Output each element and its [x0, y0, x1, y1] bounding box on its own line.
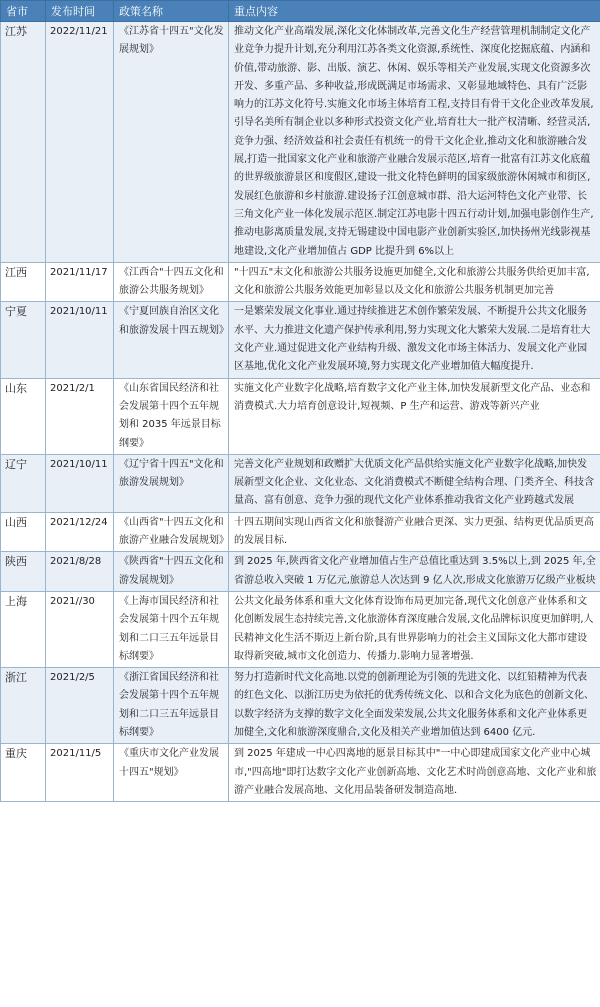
header-row [1, 1, 600, 22]
policy-cell: 《浙江省国民经济和社会发展第十四个五年规划和二口三五年远景目标纲要》 [114, 668, 229, 744]
date-cell: 2021/10/11 [46, 302, 114, 378]
date-cell: 2022/11/21 [46, 22, 114, 263]
content-cell: 十四五期间实现山西省文化和旅餐游产业融合更深、实力更强、结构更优品质更高的发展目标. [229, 512, 600, 552]
policy-cell: 《山东省国民经济和社会发展第十四个五年规划和 2035 年远景目标纲要》 [114, 378, 229, 454]
content-cell: 推动文化产业高端发展,深化文化体制改革,完善文化生产经营管理机制制定文化产业竞争力提升计划,充分利用江苏各类文化资源,系统性、深度化挖掘底蕴、内涵和价值,带动旅游、影、出版、演艺、休闲、娱乐等相关产业发展,实现文化资源多次开发、多重产品、多种收益,形成既满足市场需求、又彰显地域特色、具有广泛影响力的江苏文化符号.实施文化市场主体培育工程,支持目有骨干文化企业改革发展,引导名美所有制企业以多种形式投资文化产业,培育壮大一批产权清晰、经营灵活,竞争力强、经济效益和社会责任有机统一的骨干文化企业,推动文化和旅游融合发展,打造一批国家文化产业和旅游产业融合发展示范区,培育一批富有江苏文化底蕴的世界级旅游景区和度假区,建设一批文化特色鲜明的国家级旅游休闲城市和街区,发展红色旅游和乡村旅游.建设扬子江创意城市群、沿大运河特色文化产业带、长三角文化产业一体化发展示范区.制定江苏电影十四五行动计划,加强电影创作生产,推动电影离质量发展,支持无锡建设中国电影产业创新实验区,加快扬州光线影视基地建设,文化产业增加值占 GDP 比提升到 6%以上 [229, 22, 600, 263]
province-cell: 江苏 [1, 22, 46, 263]
table-row [1, 302, 600, 378]
date-cell: 2021/2/1 [46, 378, 114, 454]
policy-cell: 《重庆市文化产业发展十四五"规划》 [114, 744, 229, 802]
table-row [1, 668, 600, 744]
table-row [1, 454, 600, 512]
table-row [1, 262, 600, 302]
header-policy: 政策名称 [114, 1, 229, 22]
policy-cell: 《江苏省十四五"文化发展规划》 [114, 22, 229, 263]
content-cell: 努力打造新时代文化高地.以党的创新理论为引领的先进文化、以红铅精神为代表的红色文化、以浙江历史为依托的优秀传统文化、以和合文化为底色的创新文化、以数字经济为支撑的数字文化全面发荣发展,公共文化服务体系和文化产业体系更加健全,文化和旅游深度鼎合,文化及相关产业增加值达到 6400 亿元. [229, 668, 600, 744]
policy-cell: 《上海市国民经济和社会发展第十四个五年规划和二口三五年远景目标纲要》 [114, 591, 229, 667]
date-cell: 2021/11/5 [46, 744, 114, 802]
policy-cell: 《江西合"十四五文化和旅游公共服务规划》 [114, 262, 229, 302]
header-province: 省市 [1, 1, 46, 22]
province-cell: 上海 [1, 591, 46, 667]
date-cell: 2021/8/28 [46, 552, 114, 592]
header-content: 重点内容 [229, 1, 600, 22]
date-cell: 2021/2/5 [46, 668, 114, 744]
province-cell: 辽宁 [1, 454, 46, 512]
province-cell: 江西 [1, 262, 46, 302]
province-cell: 陕西 [1, 552, 46, 592]
policy-cell: 《山西省"十四五文化和旅游产业融合发展规划》 [114, 512, 229, 552]
province-cell: 山西 [1, 512, 46, 552]
table-row [1, 378, 600, 454]
date-cell: 2021/10/11 [46, 454, 114, 512]
content-cell: "十四五"末文化和旅游公共服务设施更加健全,文化和旅游公共服务供给更加丰富,文化和旅游公共服务效能更加彰显以及文化和旅游公共服务机制更加完善 [229, 262, 600, 302]
date-cell: 2021//30 [46, 591, 114, 667]
table-row [1, 744, 600, 802]
policy-cell: 《辽宁省十四五"文化和旅游发展规划》 [114, 454, 229, 512]
province-cell: 重庆 [1, 744, 46, 802]
province-cell: 浙江 [1, 668, 46, 744]
date-cell: 2021/11/17 [46, 262, 114, 302]
content-cell: 公共文化最务体系和重大文化体育设饰布局更加完备,现代文化创意产业体系和文化创断发展生态持续完善,文化旅游体育深度融合发展,文化品牌标识度更加鲜明,人民精神文化生活不斯迈上新台阶,具有世界影响力的社会主义国际文化大都市建设取得新突破,城市文化创造力、传播力.影响力显著增强. [229, 591, 600, 667]
policy-cell: 《陕西省"十四五文化和游发展规划》 [114, 552, 229, 592]
content-cell: 完善文化产业规划和政赠扩大优质文化产品供给实施文化产业数字化战略,加快发展新型文化企业、文化业态、文化消费模式不断健全结构合理、门类齐全、科技含量高、富有创意、竞争力强的现代文化产业体系推动我省文化产业跨越式发展 [229, 454, 600, 512]
content-cell: 到 2025 年建成一中心四离地的愿景目标其中"一中心即建成国家文化产业中心城市,"四高地"即打达数字文化产业创新高地、文化艺术时尚创意高地、文化产业和旅游产业融合发展高地、文化用品装备研发制造高地. [229, 744, 600, 802]
policy-cell: 《宁夏回族自治区文化和旅游发展十四五规划》 [114, 302, 229, 378]
table-row [1, 512, 600, 552]
table-row [1, 552, 600, 592]
content-cell: 到 2025 年,陕西省文化产业增加值占生产总值比重达到 3.5%以上,到 2025 年,全省游总收入突破 1 万亿元,旅游总人次达到 9 亿人次,形成文化旅游万亿级产业板块 [229, 552, 600, 592]
table-row [1, 591, 600, 667]
header-date: 发布时间 [46, 1, 114, 22]
content-cell: 实施文化产业数字化战略,培育数字文化产业主体,加快发展新型文化产品、业态和消费模式.大力培育创意设计,短视频、P 生产和运营、游戏等新兴产业 [229, 378, 600, 454]
province-cell: 宁夏 [1, 302, 46, 378]
table-row [1, 22, 600, 263]
content-cell: 一是繁荣发展文化事业.通过持续推进艺术创作繁荣发展、不断提升公共文化服务水平、大力推进文化遗产保护传承利用,努力实现文化大繁荣大发展.二是培育壮大文化产业.通过促进文化产业结构升级、激发文化市场主体活力、发展文化产业园区基地,优化文化产业发展环境,努力实现文化产业增加值大幅度提升. [229, 302, 600, 378]
date-cell: 2021/12/24 [46, 512, 114, 552]
province-cell: 山东 [1, 378, 46, 454]
